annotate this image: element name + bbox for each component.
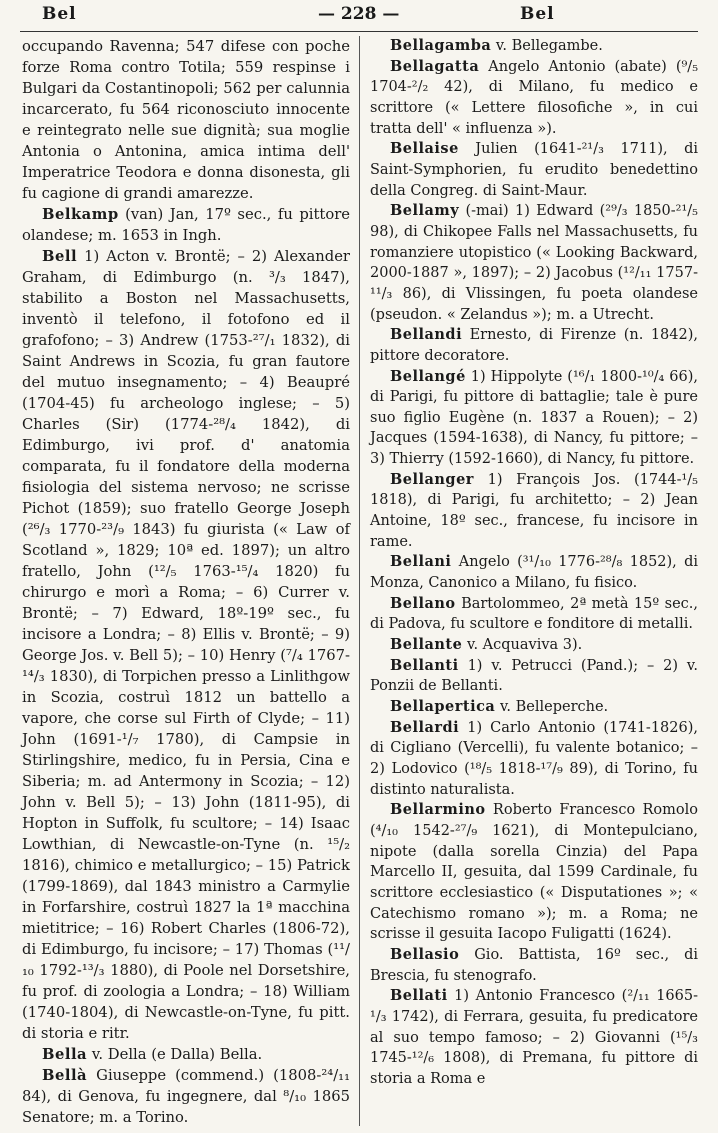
dictionary-entry xyxy=(22,204,350,246)
entry-text: v. Bellegambe. xyxy=(495,38,603,54)
entry-text: v. Della (e Dalla) Bella. xyxy=(91,1046,263,1063)
dictionary-entry xyxy=(370,697,698,718)
entry-text: 1) Antonio Francesco (²/₁₁ 1665-¹/₃ 1742), di Ferrara, gesuita, fu predicatore al suo tempo famoso; – 2) Giovanni (¹⁵/₃ 1745-¹²/₆ 1808), di Premana, fu pittore di storia a Roma e xyxy=(370,988,698,1087)
dictionary-entry xyxy=(22,1044,350,1065)
entry-headword: Bellandi xyxy=(390,326,463,344)
dictionary-entry xyxy=(370,201,698,325)
dictionary-entry xyxy=(370,986,698,1089)
dictionary-entry xyxy=(370,139,698,201)
entry-headword: Bellano xyxy=(390,594,456,612)
dictionary-entry xyxy=(370,945,698,986)
entry-headword: Bellani xyxy=(390,553,452,571)
entry-headword: Bellanti xyxy=(390,656,459,674)
entry-text: Ernesto, di Firenze (n. 1842), pittore decoratore. xyxy=(370,327,698,364)
dictionary-entry xyxy=(22,1065,350,1128)
entry-headword: Bellasio xyxy=(390,945,460,963)
dictionary-entry xyxy=(22,36,350,204)
entry-headword: Belkamp xyxy=(42,206,119,223)
dictionary-entry xyxy=(370,325,698,366)
entry-text: Bartolommeo, 2ª metà 15º sec., di Padova, fu scultore e fonditore di metalli. xyxy=(370,595,698,633)
entry-headword: Bellaise xyxy=(390,140,459,158)
left-column xyxy=(22,36,350,1128)
entry-text: 1) Acton v. Brontë; – 2) Alexander Graham, di Edimburgo (n. ³/₃ 1847), stabilito a Boston nel Massachusetts, inventò il telefono, il fotofono ed il grafofono; – 3) Andrew (1753-²⁷/₁ 1832), di Saint Andrews in Scozia, fu gran fautore del mutuo insegnamento; – 4) Beaupré (1704-45) fu archeologo inglese; – 5) Charles (Sir) (1774-²⁸/₄ 1842), di Edimburgo, ivi prof. d' anatomia comparata, fu il fondatore della moderna fisiologia del sistema nervoso; ne scrisse Pichot (1859); suo fratello George Joseph (²⁶/₃ 1770-²³/₉ 1843) fu giurista (« Law of Scotland », 1829; 10ª ed. 1897); un altro fratello, John (¹²/₅ 1763-¹⁵/₄ 1820) fu chirurgo e morì a Roma; – 6) Currer v. Brontë; – 7) Edward, 18º-19º sec., fu incisore a Londra; – 8) Ellis v. Brontë; – 9) George Jos. v. Bell 5); – 10) Henry (⁷/₄ 1767-¹⁴/₃ 1830), di Torpichen presso a Linlithgow in Scozia, costruì 1812 un battello a vapore, che corse sul Firth of Clyde; – 11) John (1691-¹/₇ 1780), di Campsie in Stirlingshire, medico, fu in Persia, Cina e Siberia; m. ad Antermony in Scozia; – 12) John v. Bell 5); – 13) John (1811-95), di Hopton in Suffolk, fu scultore; – 14) Isaac Lowthian, di Newcastle-on-Tyne (n. ¹⁵/₂ 1816), chimico e metallurgico; – 15) Patrick (1799-1869), dal 1843 ministro a Carmylie in Forfarshire, costruì 1827 la 1ª macchina mietitrice; – 16) Robert Charles (1806-72), di Edimburgo, fu incisore; – 17) Thomas (¹¹/₁₀ 1792-¹³/₃ 1880), di Poole nel Dorsetshire, fu prof. di zoologia a Londra; – 18) William (1740-1804), di Newcastle-on-Tyne, fu pitt. di storia e ritr. xyxy=(22,248,350,1042)
page-number: — 228 — xyxy=(318,4,400,24)
entry-text: 1) Carlo Antonio (1741-1826), di Cigliano (Vercelli), fu valente botanico; – 2) Lodovico (¹⁸/₅ 1818-¹⁷/₉ 89), di Torino, fu distinto naturalista. xyxy=(370,719,698,798)
entry-text: Gio. Battista, 16º sec., di Brescia, fu stenografo. xyxy=(370,946,699,984)
page-header xyxy=(0,4,718,30)
entry-headword: Bellagamba xyxy=(390,37,492,54)
column-divider xyxy=(359,36,360,1126)
entry-headword: Bellati xyxy=(390,987,448,1005)
dictionary-entry xyxy=(370,800,698,945)
entry-headword: Bellanger xyxy=(390,470,474,488)
dictionary-entry xyxy=(370,36,698,57)
entry-text: 1) v. Petrucci (Pand.); – 2) v. Ponzii de Bellanti. xyxy=(370,657,699,695)
entry-headword: Bellagatta xyxy=(390,57,480,75)
right-column xyxy=(370,36,698,1089)
entry-text: occupando Ravenna; 547 difese con poche forze Roma contro Totila; 559 respinse i Bulgari da Costantinopoli; 562 per calunnia incarcerato, fu 564 riconosciuto innocente e reintegrato nelle sue dignità; sua moglie Antonia o Antonina, amica intima dell' Imperatrice Teodora e donna disonesta, gli fu cagione di grandi amarezze. xyxy=(22,38,350,202)
entry-headword: Bell xyxy=(42,248,78,265)
dictionary-entry xyxy=(370,57,698,140)
entry-headword: Bellangé xyxy=(390,367,466,385)
dictionary-entry xyxy=(22,246,350,1044)
entry-headword: Bellà xyxy=(42,1067,88,1084)
entry-headword: Bellapertica xyxy=(390,698,496,715)
entry-text: 1) François Jos. (1744-¹/₅ 1818), di Parigi, fu architetto; – 2) Jean Antoine, 18º sec., francese, fu incisore in rame. xyxy=(370,471,698,550)
entry-text: v. Belleperche. xyxy=(499,699,609,715)
dictionary-entry xyxy=(370,656,698,697)
entry-text: (-mai) 1) Edward (²⁹/₃ 1850-²¹/₅ 98), di Chikopee Falls nel Massachusetts, fu romanziere utopistico (« Looking Backward, 2000-1887 », 1897); – 2) Jacobus (¹²/₁₁ 1757-¹¹/₃ 86), di Vlissingen, fu poeta olandese (pseudon. « Zelandus »); m. a Utrecht. xyxy=(370,203,698,323)
running-head-right: Bel xyxy=(520,4,555,24)
entry-text: Roberto Francesco Romolo (⁴/₁₀ 1542-²⁷/₉ 1621), di Montepulciano, nipote (dalla sorella Cinzia) del Papa Marcello II, gesuita, dal 1599 Cardinale, fu scrittore ecclesiastico (« Disputationes »; « Catechismo romano »); m. a Roma; ne scrisse il gesuita Iacopo Fuligatti (1624). xyxy=(370,802,698,943)
entry-text: Julien (1641-²¹/₃ 1711), di Saint-Symphorien, fu erudito benedettino della Congreg. di Saint-Maur. xyxy=(370,141,698,199)
entry-text: v. Acquaviva 3). xyxy=(466,637,583,654)
entry-headword: Bella xyxy=(42,1046,88,1063)
header-rule xyxy=(20,31,698,32)
dictionary-entry xyxy=(370,718,698,801)
entry-text: (van) Jan, 17º sec., fu pittore olandese; m. 1653 in Ingh. xyxy=(22,206,350,244)
running-head-left: Bel xyxy=(42,4,77,24)
dictionary-entry xyxy=(370,635,698,656)
dictionary-entry xyxy=(370,552,698,593)
dictionary-entry xyxy=(370,594,698,635)
dictionary-entry xyxy=(370,367,698,470)
entry-text: 1) Hippolyte (¹⁶/₁ 1800-¹⁰/₄ 66), di Parigi, fu pittore di battaglie; tale è pure suo figlio Eugène (n. 1837 a Rouen); – 2) Jacques (1594-1638), di Nancy, fu pittore; – 3) Thierry (1592-1660), di Nancy, fu pittore. xyxy=(370,368,698,468)
entry-text: Angelo Antonio (abate) (⁹/₅ 1704-²/₂ 42), di Milano, fu medico e scrittore (« Lettere filosofiche », in cui tratta dell' « influenza »). xyxy=(370,58,699,137)
entry-headword: Bellante xyxy=(390,636,463,654)
entry-headword: Bellardi xyxy=(390,718,460,736)
entry-text: Angelo (³¹/₁₀ 1776-²⁸/₈ 1852), di Monza, Canonico a Milano, fu fisico. xyxy=(370,554,699,592)
entry-headword: Bellamy xyxy=(390,202,460,220)
entry-headword: Bellarmino xyxy=(390,801,486,819)
entry-text: Giuseppe (commend.) (1808-²⁴/₁₁ 84), di Genova, fu ingegnere, dal ⁸/₁₀ 1865 Senatore; m. a Torino. xyxy=(22,1067,350,1126)
dictionary-entry xyxy=(370,470,698,553)
